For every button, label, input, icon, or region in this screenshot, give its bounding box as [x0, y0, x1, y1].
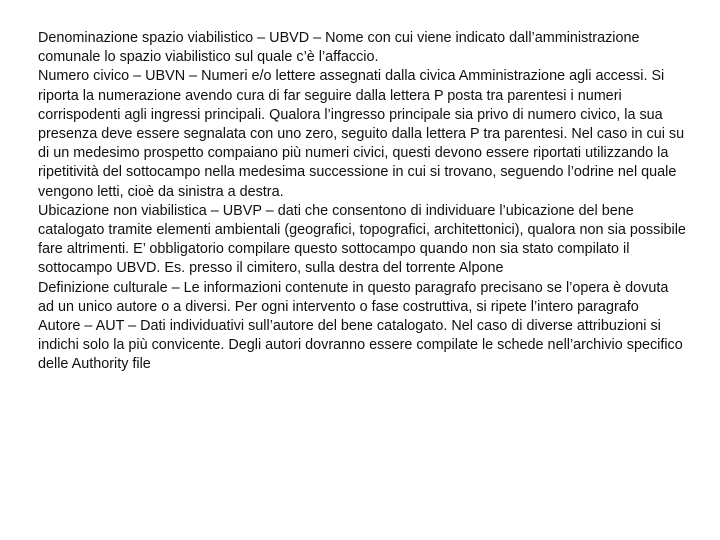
- paragraph-aut: Autore – AUT – Dati individuativi sull’autore del bene catalogato. Nel caso di diverse attribuzioni si indichi solo la più convicente. Degli autori dovranno essere compilate le schede nell’archivio specifico delle Authority file: [38, 318, 683, 373]
- paragraph-definizione-culturale: Definizione culturale – Le informazioni contenute in questo paragrafo precisano se l’opera è dovuta ad un unico autore o a diversi. Per ogni intervento o fase costruttiva, si ripete l’intero paragrafo: [38, 279, 669, 315]
- paragraph-ubvd: Denominazione spazio viabilistico – UBVD – Nome con cui viene indicato dall’amministrazione comunale lo spazio viabilistico sul quale c’è l’affaccio.: [38, 30, 640, 66]
- paragraph-ubvp: Ubicazione non viabilistica – UBVP – dati che consentono di individuare l’ubicazione del bene catalogato tramite elementi ambientali (geografici, topografici, architettonici), qualora non sia possibile fare altrimenti. E’ obbligatorio compilare questo sottocampo quando non sia stato compilato il sottocampo UBVD. Es. presso il cimitero, sulla destra del torrente Alpone: [38, 202, 686, 277]
- paragraph-ubvn: Numero civico – UBVN – Numeri e/o lettere assegnati dalla civica Amministrazione agli accessi. Si riporta la numerazione avendo cura di far seguire dalla lettera P posta tra parentesi i numeri corrispodenti agli ingressi principali. Qualora l’ingresso principale sia privo di numero civico, la sua presenza deve essere segnalata con uno zero, seguito dalla lettera P tra parentesi. Nel caso in cui su di un medesimo prospetto compaiano più numeri civici, questi devono essere riportati utilizzando la ripetitività del sottocampo nella medesima successione in cui si trovano, seguendo l’odrine nel quale vengono letti, cioè da sinistra a destra.: [38, 68, 685, 200]
- text-body: [38, 29, 686, 375]
